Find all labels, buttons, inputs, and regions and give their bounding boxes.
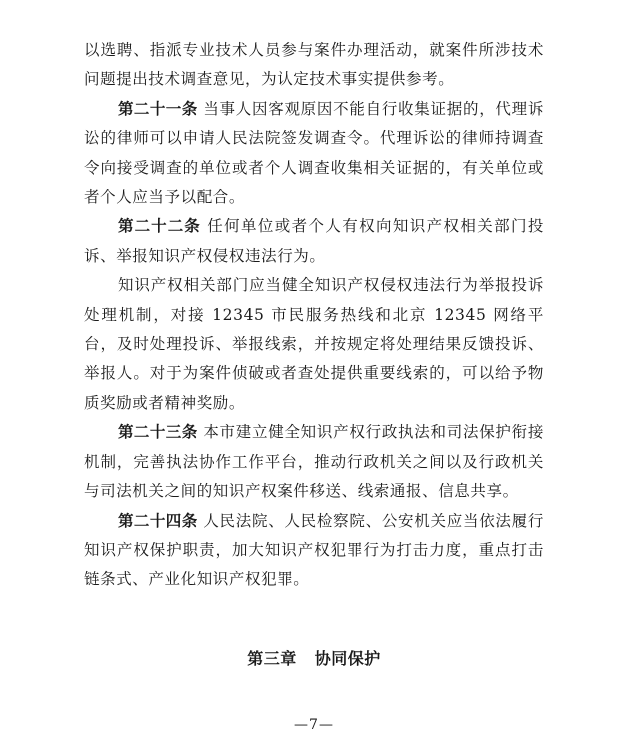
page-number: —7— [294, 717, 334, 733]
paragraph-text: 当事人因客观原因不能自行收集证据的，代理诉讼的律师可以申请人民法院签发调查令。代理诉讼的律师持调查令向接受调查的单位或者个人调查收集相关证据的，有关单位或者个人应当予以配合。 [84, 99, 544, 207]
article-22 [84, 212, 544, 271]
article-number: 第二十二条 [118, 217, 201, 236]
paragraph-text: 任何单位或者个人有权向知识产权相关部门投诉、举报知识产权侵权违法行为。 [84, 217, 544, 265]
chapter-number: 第三章 [247, 649, 297, 668]
article-24 [84, 507, 544, 595]
article-number: 第二十三条 [118, 423, 198, 442]
article-number: 第二十一条 [118, 99, 198, 118]
article-21 [84, 95, 544, 213]
article-22-paragraph-2 [84, 271, 544, 418]
document-body [84, 36, 544, 595]
paragraph-continuation [84, 36, 544, 95]
paragraph-text: 人民法院、人民检察院、公安机关应当依法履行知识产权保护职责，加大知识产权犯罪行为打击力度，重点打击链条式、产业化知识产权犯罪。 [84, 511, 544, 589]
article-23 [84, 418, 544, 506]
chapter-title: 协同保护 [314, 649, 381, 668]
paragraph-text: 知识产权相关部门应当健全知识产权侵权违法行为举报投诉处理机制，对接 12345 市民服务热线和北京 12345 网络平台，及时处理投诉、举报线索，并按规定将处理结果反馈投诉、举报人。对于为案件侦破或者查处提供重要线索的，可以给予物质奖励或者精神奖励。 [84, 276, 544, 412]
paragraph-text: 以选聘、指派专业技术人员参与案件办理活动，就案件所涉技术问题提出技术调查意见，为认定技术事实提供参考。 [84, 41, 544, 89]
paragraph-text: 本市建立健全知识产权行政执法和司法保护衔接机制，完善执法协作工作平台，推动行政机关之间以及行政机关与司法机关之间的知识产权案件移送、线索通报、信息共享。 [84, 423, 544, 501]
chapter-heading [0, 646, 628, 669]
article-number: 第二十四条 [118, 511, 198, 530]
